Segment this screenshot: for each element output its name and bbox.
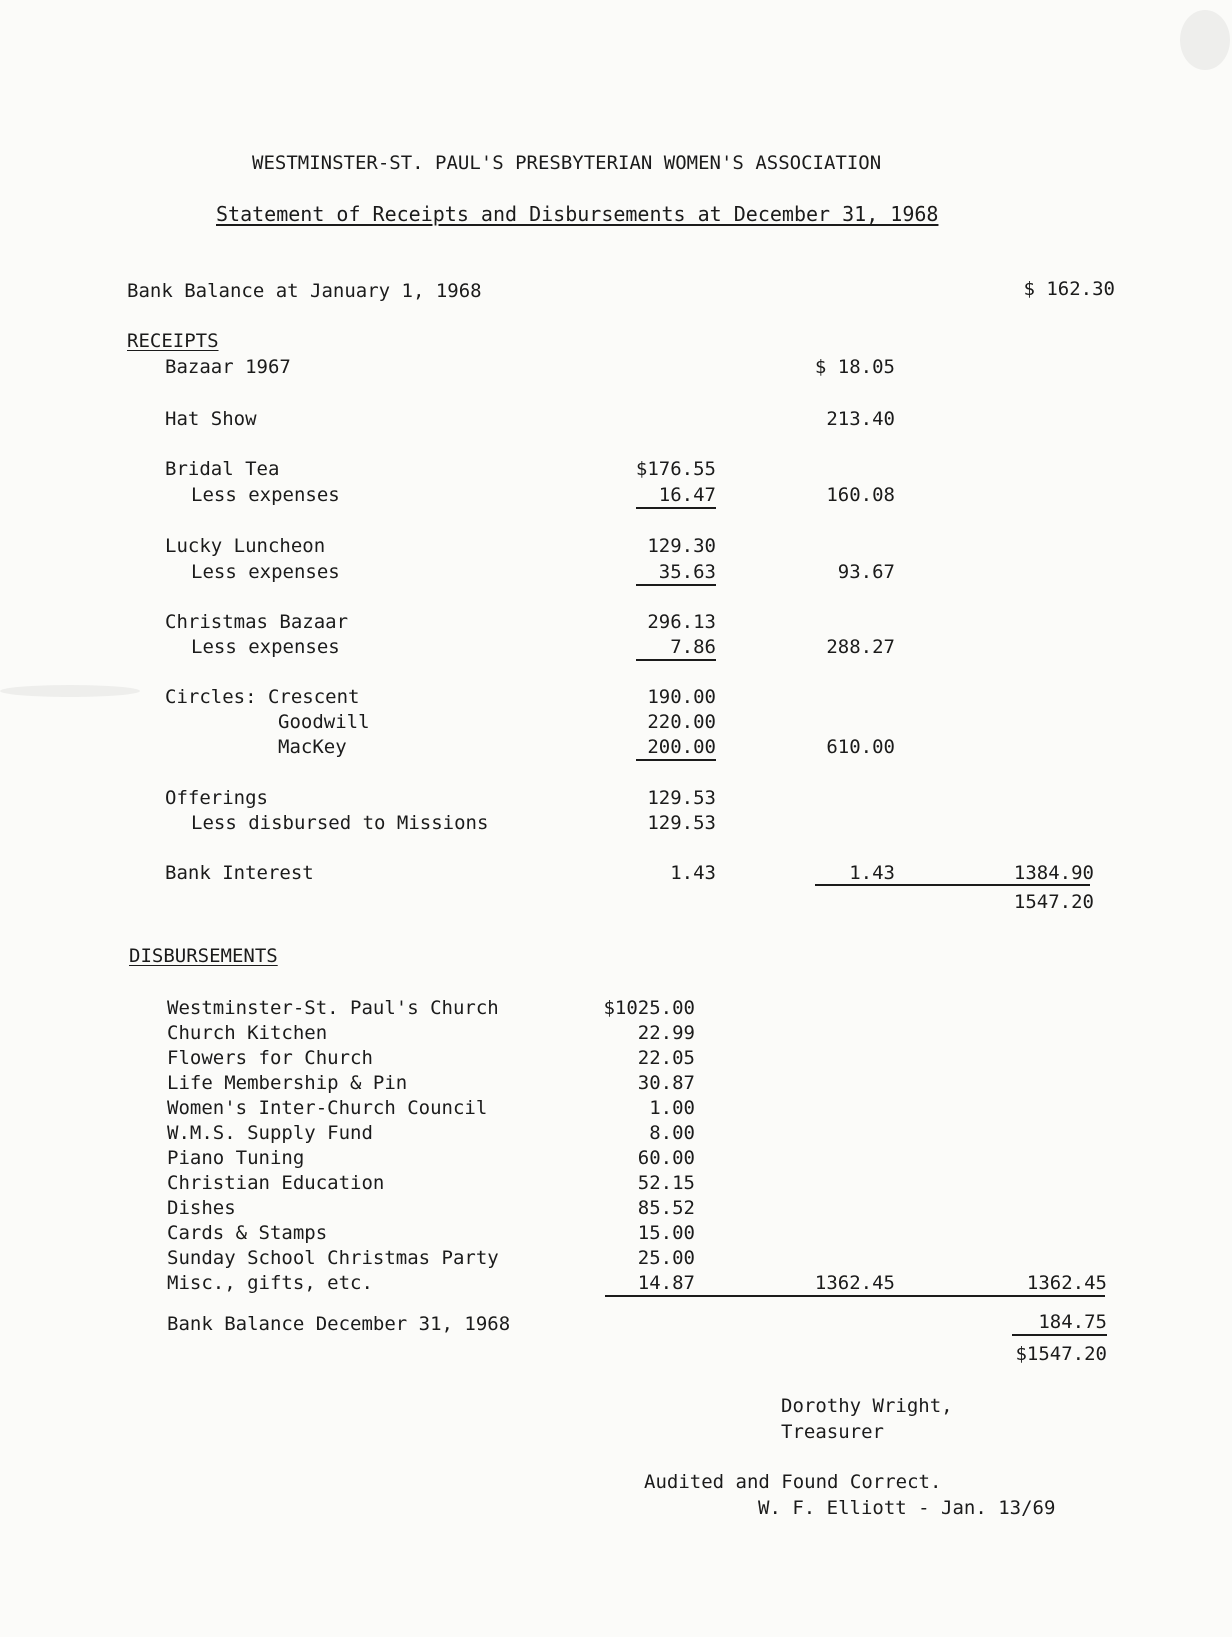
grand-total: $1547.20 (1015, 1343, 1107, 1365)
christmas-bazaar-less-label: Less expenses (191, 636, 340, 658)
bank-interest-gross: 1.43 (670, 862, 716, 884)
treasurer-title: Treasurer (781, 1421, 884, 1443)
disbursement-amount: 25.00 (637, 1247, 695, 1269)
closing-balance-amount: 184.75 (1038, 1311, 1107, 1333)
statement-title: Statement of Receipts and Disbursements at December 31, 1968 (216, 202, 939, 226)
disbursement-label: Sunday School Christmas Party (167, 1247, 499, 1269)
closing-balance-label: Bank Balance December 31, 1968 (167, 1313, 511, 1335)
offerings-label: Offerings (165, 787, 268, 809)
disbursement-label: Life Membership & Pin (167, 1072, 408, 1094)
bridal-tea-net: 160.08 (826, 484, 895, 506)
disbursement-amount: 22.05 (637, 1047, 695, 1069)
christmas-bazaar-net: 288.27 (826, 636, 895, 658)
disbursement-label: Westminster-St. Paul's Church (167, 997, 499, 1019)
receipts-total-rule (815, 884, 1090, 886)
disbursement-label: W.M.S. Supply Fund (167, 1122, 373, 1144)
christmas-bazaar-label: Christmas Bazaar (165, 611, 349, 633)
circles-goodwill-label: Goodwill (278, 711, 370, 733)
disbursement-label: Cards & Stamps (167, 1222, 328, 1244)
lucky-luncheon-rule (636, 584, 716, 586)
hat-show-net: 213.40 (826, 408, 895, 430)
organization-title: WESTMINSTER-ST. PAUL'S PRESBYTERIAN WOMEN'S ASSOCIATION (252, 152, 882, 174)
offerings-disbursed: 129.53 (647, 812, 716, 834)
disbursement-amount: 30.87 (637, 1072, 695, 1094)
circles-net: 610.00 (826, 736, 895, 758)
treasurer-name: Dorothy Wright, (781, 1395, 953, 1417)
disbursement-amount: 52.15 (637, 1172, 695, 1194)
disbursement-label: Flowers for Church (167, 1047, 373, 1069)
audit-statement: Audited and Found Correct. (644, 1471, 942, 1493)
circles-mackey-label: MacKey (278, 736, 347, 758)
circles-crescent-label: Circles: Crescent (165, 686, 360, 708)
bridal-tea-rule (636, 507, 716, 509)
receipts-heading: RECEIPTS (127, 330, 219, 352)
disbursement-label: Dishes (167, 1197, 236, 1219)
disbursement-amount: 15.00 (637, 1222, 695, 1244)
disbursement-label: Piano Tuning (167, 1147, 305, 1169)
disbursements-total-rule (605, 1295, 1105, 1297)
disbursement-amount: 60.00 (637, 1147, 695, 1169)
disbursement-amount: 85.52 (637, 1197, 695, 1219)
bridal-tea-less-label: Less expenses (191, 484, 340, 506)
auditor-signoff: W. F. Elliott - Jan. 13/69 (758, 1497, 1056, 1519)
bazaar-1967-net: $ 18.05 (814, 356, 895, 378)
lucky-luncheon-gross: 129.30 (647, 535, 716, 557)
closing-balance-rule (1012, 1334, 1107, 1336)
disbursement-label: Misc., gifts, etc. (167, 1272, 373, 1294)
hat-show-label: Hat Show (165, 408, 257, 430)
disbursement-amount: 22.99 (637, 1022, 695, 1044)
bridal-tea-expenses: 16.47 (658, 484, 716, 506)
circles-rule (636, 759, 716, 761)
disbursement-amount: $1025.00 (603, 997, 695, 1019)
christmas-bazaar-gross: 296.13 (647, 611, 716, 633)
lucky-luncheon-label: Lucky Luncheon (165, 535, 326, 557)
total-receipts: 1384.90 (1013, 862, 1094, 884)
disbursements-subtotal: 1362.45 (814, 1272, 895, 1294)
christmas-bazaar-expenses: 7.86 (670, 636, 716, 658)
lucky-luncheon-net: 93.67 (837, 561, 895, 583)
lucky-luncheon-expenses: 35.63 (658, 561, 716, 583)
bridal-tea-label: Bridal Tea (165, 458, 280, 480)
disbursement-amount: 8.00 (649, 1122, 695, 1144)
circles-mackey-amount: 200.00 (647, 736, 716, 758)
disbursement-label: Women's Inter-Church Council (167, 1097, 488, 1119)
running-total: 1547.20 (1013, 891, 1094, 913)
circles-goodwill-amount: 220.00 (647, 711, 716, 733)
opening-balance-amount: $ 162.30 (1023, 278, 1115, 300)
bazaar-1967-label: Bazaar 1967 (165, 356, 291, 378)
disbursement-label: Christian Education (167, 1172, 385, 1194)
bridal-tea-gross: $176.55 (635, 458, 716, 480)
paper-smudge (1180, 10, 1230, 70)
offerings-gross: 129.53 (647, 787, 716, 809)
opening-balance-label: Bank Balance at January 1, 1968 (127, 280, 482, 302)
disbursement-label: Church Kitchen (167, 1022, 328, 1044)
disbursement-amount: 14.87 (637, 1272, 695, 1294)
bank-interest-label: Bank Interest (165, 862, 314, 884)
disbursements-heading: DISBURSEMENTS (129, 945, 278, 967)
paper-smudge (0, 685, 140, 697)
disbursement-amount: 1.00 (649, 1097, 695, 1119)
lucky-luncheon-less-label: Less expenses (191, 561, 340, 583)
circles-crescent-amount: 190.00 (647, 686, 716, 708)
disbursements-total: 1362.45 (1026, 1272, 1107, 1294)
christmas-bazaar-rule (636, 659, 716, 661)
offerings-less-label: Less disbursed to Missions (191, 812, 489, 834)
bank-interest-net: 1.43 (849, 862, 895, 884)
